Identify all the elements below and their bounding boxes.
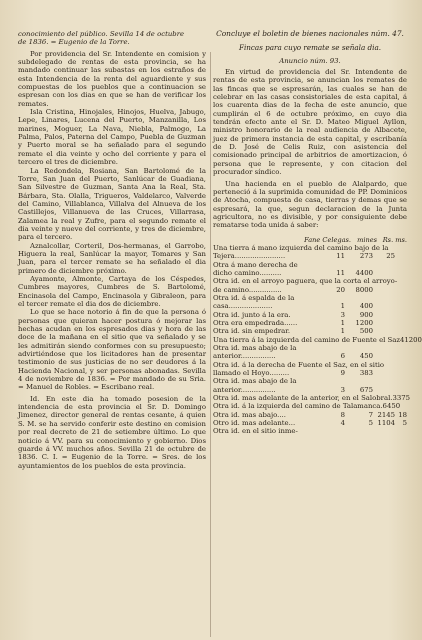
row-fanegas: 3 [340, 310, 345, 319]
row-description: dicho camino.......... [213, 268, 282, 277]
table-row [213, 335, 422, 344]
announcement-number: Anuncio núm. 93. [279, 56, 341, 65]
row-description: Otra id. mas abajo de la [213, 344, 297, 353]
row-value: 4400 [355, 268, 373, 277]
row-description: llamado el Hoyo......... [213, 369, 290, 378]
table-row [213, 327, 407, 335]
row-value: 7 [368, 410, 373, 419]
row-fanegas: 3 [340, 385, 345, 394]
row-value: 375 [396, 394, 411, 403]
towns-paragraph: Isla Cristina, Hinojales, Hinojos, Huelva, Jabugo, Lepe, Linares, Lucena del Puerto, Manzanilla, Los marines, Moguer, La Nava, Niebla, Palmogo, La Palma, Palos, Paterna del Campo, Puebla de Guzman y Puerto moral se ha señalado para el segundo remate el dia veinte y ocho del corriente y para el tercero el tres de diciembre. [18, 108, 206, 167]
table-row [213, 419, 407, 427]
row-fanegas: 11 [336, 268, 345, 277]
property-paragraph: Una hacienda en el pueblo de Alalpardo, que perteneció á la suprimida comunidad de PP. Dominicos de Atocha, compuesta de casa, tierras y demas que se espresará, la que, segun declaracion de la Junta agricultora, no es divisible, y por consiguiente debe rematarse toda unida á saber: [213, 179, 407, 230]
closing-line-2: de 1836. = Eugenio de la Torre. [18, 38, 130, 47]
row-description: casa.................... [213, 302, 273, 311]
row-fanegas: 11 [336, 252, 345, 261]
table-row [213, 352, 407, 360]
towns-paragraph: Aznalcollar, Corteril, Dos-hermanas, el Garrobo, Higuera la real, Sanlúcar la mayor, Tomares y San Juan, para el tercer remate se ha señalado el dia primero de diciembre próximo. [18, 241, 206, 275]
table-row [213, 427, 407, 435]
row-description: Otra id. sin empedrar. [213, 327, 291, 336]
bulletin-header: Concluye el boletin de bienes nacionales núm. 47. [216, 29, 404, 38]
row-value: 900 [359, 310, 373, 319]
row-fanegas: 1 [340, 327, 345, 336]
table-row [213, 286, 407, 294]
row-description: Otro id. mas adelante... [213, 419, 296, 428]
row-description: Otra id. mas abajo de la [213, 377, 297, 386]
row-value: 8000 [355, 285, 373, 294]
table-row [213, 269, 407, 277]
row-value: 383 [359, 369, 373, 378]
row-value: 273 [359, 252, 373, 261]
row-maravedis: 5 [402, 419, 407, 428]
column-divider [210, 52, 211, 637]
table-header [213, 236, 407, 244]
row-description: Una tierra á mano izquierda del camino bajo de la [213, 243, 389, 252]
row-reales: 25 [386, 252, 395, 261]
row-description: anterior................ [213, 385, 276, 394]
table-header-reales: Rs. ms. [382, 235, 407, 244]
table-row [213, 277, 407, 285]
row-description: Otra id. á la izquierda del camino de Talamanca. [213, 402, 383, 411]
section-subtitle: Fincas para cuyo remate se señala dia. [238, 43, 382, 53]
row-description: de camino............... [213, 285, 282, 294]
row-fanegas: 3 [392, 394, 397, 403]
row-value: 675 [359, 385, 373, 394]
row-value: 500 [359, 327, 373, 336]
closing-line-1: conocimiento del público. Sevilla 14 de octubre [18, 30, 185, 38]
row-description: Otra id. junto á la era. [213, 310, 291, 319]
table-row [213, 294, 407, 302]
row-value: 1200 [355, 319, 373, 327]
towns-paragraph: La Redondela, Rosiana, San Bartolomé de la Torre, San Juan del Puerto, Sanlúcar de Guadiana, San Silvestre de Guzman, Santa Ana la Real, Sta. Bárbara, Sta. Olalla, Trigueros, Valdelarco, Valverde del Camino, Villablanca, Villalva del Alnueva de los Castillejos, Villanueva de las Cruces, Villarrasa, Zalamea la real y Zufre, para el segundo remate el dia veinte y nueve del corriente, y tres de diciembre, para el tercero. [18, 166, 206, 242]
table-row [213, 394, 411, 403]
towns-paragraph: Ayamonte, Almonte, Cartaya de los Céspedes, Cumbres mayores, Cumbres de S. Bartolomé, Encinasola del Campo, Encinasola y Gibraleon, para el tercer remate el dia dos de diciembre. [18, 274, 206, 308]
property-list [213, 243, 422, 436]
row-description: Otra era empedrada...... [213, 319, 298, 327]
left-column [18, 30, 206, 470]
row-value: 450 [386, 402, 401, 411]
row-reales: 1104 [377, 419, 395, 428]
row-fanegas: 6 [340, 352, 345, 361]
row-fanegas: 6 [382, 402, 387, 411]
row-value: 5 [368, 419, 373, 428]
table-row [213, 319, 407, 327]
table-row [213, 369, 407, 377]
row-value: 400 [359, 302, 373, 311]
announcement-paragraph: En virtud de providencia del Sr. Intendente de rentas de esta provincia, se anuncian los remates de las fincas que se espresarán, las cuales se han de celebrar en las casas consistoriales de esta capital, á los cuarenta dias de la fecha de este anuncio, que cumplirán el 6 de octubre próximo, en cuyo dia tendrán efecto ante el Sr. D. Mateo Miguel Ayllon, ministro honorario de la real audiencia de Albacete, juez de primera instancia de esta capital, y escribanía de D. José de Celis Ruiz, con asistencia del comisionado principal de arbitrios de amortizacion, ó persona que le represente, y con citacion del procurador síndico. [213, 68, 407, 177]
table-header-fanegas: Fane Celegas. [304, 235, 351, 244]
row-description: Otra id. á espalda de la [213, 293, 295, 302]
row-description: Otra id. en el sitio inme- [213, 427, 298, 436]
row-description: Otra id. mas abajo.... [213, 410, 286, 419]
row-maravedis: 18 [398, 410, 407, 419]
table-row [213, 361, 407, 369]
row-fanegas: 1 [340, 319, 345, 327]
table-row [213, 244, 407, 252]
row-fanegas: 8 [340, 410, 345, 419]
row-description: Otra á mano derecha de [213, 260, 298, 269]
row-fanegas: 1 [340, 302, 345, 311]
row-description: Tejera....................... [213, 252, 286, 261]
table-row [213, 261, 407, 269]
table-row [213, 344, 407, 352]
right-column [213, 29, 422, 436]
row-fanegas: 20 [336, 285, 345, 294]
table-row [213, 311, 407, 319]
table-row [213, 402, 407, 410]
table-row [213, 386, 407, 394]
table-row [213, 302, 407, 310]
table-row [213, 377, 407, 385]
row-description: anterior................ [213, 352, 276, 361]
table-row [213, 411, 407, 419]
notice-paragraph: Id. En este dia ha tomado posesion de la intendencia de esta provincia el Sr. D. Domingo Jimenez, director general de rentas cesante, á quien S. M. se ha servido conferir este destino en comision por real decreto de 21 de setiembre último. Lo que noticio á VV. para su conocimiento y gobierno. Dios guarde á VV. muchos años. Sevilla 21 de octubre de 1836. C. I. = Eugenio de la Torre. = Sres. de los ayuntamientos de los pueblos de esta provincia. [18, 394, 206, 470]
row-reales: 2145 [377, 410, 395, 419]
row-fanegas: 4 [400, 335, 405, 344]
table-row [213, 252, 407, 260]
row-description: Otra id. en el arroyo paguera, que la corta el arroyo- [213, 277, 398, 286]
row-value: 1200 [404, 335, 422, 344]
row-description: Una tierra á la izquierda del camino de Fuente el Saz [213, 335, 400, 344]
notice-paragraph: Por providencia del Sr. Intendente en comision y subdelegado de rentas de esta provincia, se ha mandado continuar las subastas en los estraños de esta Intendencia de la renta del aguardiente y sus compuestas de los pueblos que a continuacion se espresan con los dias en que se han de verificar los remates. [18, 49, 206, 108]
row-fanegas: 9 [340, 369, 345, 378]
row-description: Otra id. mas adelante de la anterior, en el Salobral. [213, 394, 393, 403]
row-value: 450 [359, 352, 373, 361]
row-fanegas: 4 [340, 419, 345, 428]
notice-paragraph: Lo que se hace notorio á fin de que la persona ó personas que quieran hacer postura ó mejorar las hechas acudan en los espresados dias y hora de las doce de la mañana en el sitio que va señalado y se les admitirán siendo conformes con su presupuesto; advirtiéndose que los licitadores han de presentar testimonio de sus justicias de no ser deudores á la Hacienda Nacional, y ser personas abonadas. Sevilla 4 de noviembre de 1836. = Por mandado de su Sria. = Manuel de Robles. = Escribano real. [18, 308, 206, 392]
row-description: Otra id. á la derecha de Fuente el Saz, en el sitio [213, 360, 385, 369]
table-header-mines: mines [357, 235, 377, 244]
